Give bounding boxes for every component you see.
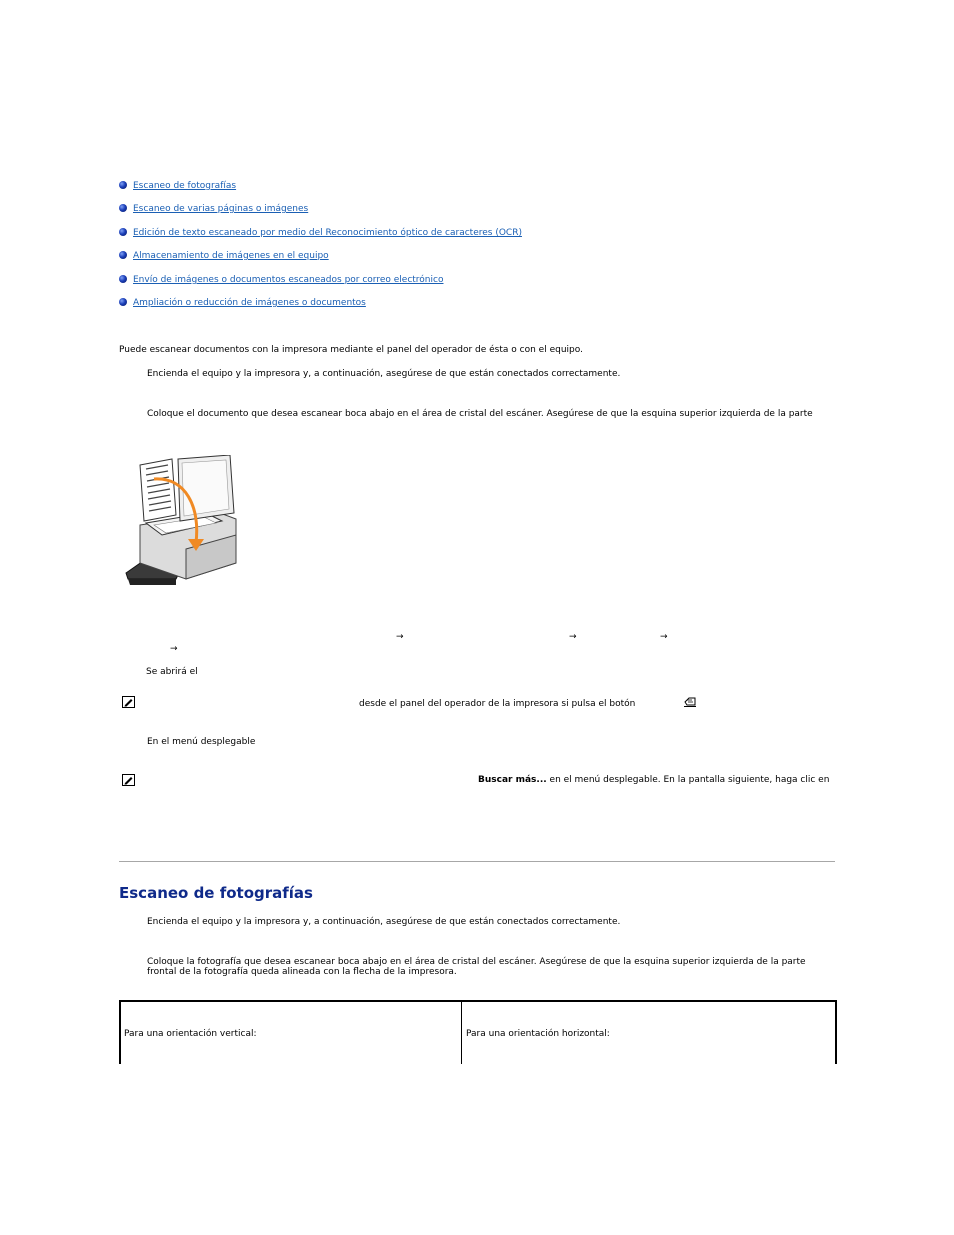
arrow-icon: → <box>170 644 178 654</box>
photo-step-place-line1: Coloque la fotografía que desea escanear boca abajo en el área de cristal del escáner. Asegúrese de que la esquina superior izquierda de la parte <box>147 957 806 967</box>
note-icon <box>122 696 135 708</box>
step-power-on: Encienda el equipo y la impresora y, a continuación, asegúrese de que están conectados correctamente. <box>147 369 621 379</box>
arrow-icon: → <box>396 632 404 642</box>
toc-link-multiple-pages[interactable]: Escaneo de varias páginas o imágenes <box>133 204 309 214</box>
toc-link-resize[interactable]: Ampliación o reducción de imágenes o documentos <box>133 298 366 308</box>
note-2-rest: en el menú desplegable. En la pantalla siguiente, haga clic en <box>546 775 830 785</box>
bullet-icon <box>119 298 127 306</box>
toc-link-photos[interactable]: Escaneo de fotografías <box>133 181 237 191</box>
note-icon <box>122 774 135 786</box>
note-1-text: desde el panel del operador de la impresora si pulsa el botón <box>359 699 636 709</box>
arrow-icon: → <box>569 632 577 642</box>
section-divider <box>119 861 835 862</box>
step-place-document: Coloque el documento que desea escanear boca abajo en el área de cristal del escáner. Asegúrese de que la esquina superior izquierda de la parte <box>147 409 813 419</box>
bullet-icon <box>119 275 127 283</box>
table-cell-horizontal: Para una orientación horizontal: <box>466 1029 610 1039</box>
step-opens: Se abrirá el <box>146 667 198 677</box>
section-title: Escaneo de fotografías <box>119 884 313 902</box>
photo-step-place-line2: frontal de la fotografía queda alineada con la flecha de la impresora. <box>147 967 457 977</box>
intro-text: Puede escanear documentos con la impresora mediante el panel del operador de ésta o con el equipo. <box>119 345 583 355</box>
toc-link-email[interactable]: Envío de imágenes o documentos escaneados por correo electrónico <box>133 275 444 285</box>
toc-link-save-images[interactable]: Almacenamiento de imágenes en el equipo <box>133 251 329 261</box>
table-column-divider <box>461 1002 462 1064</box>
bullet-icon <box>119 251 127 259</box>
bullet-icon <box>119 228 127 236</box>
step-menu: En el menú desplegable <box>147 737 256 747</box>
note-2-text <box>478 775 829 785</box>
photo-step-power-on: Encienda el equipo y la impresora y, a continuación, asegúrese de que están conectados correctamente. <box>147 917 621 927</box>
toc-link-ocr[interactable]: Edición de texto escaneado por medio del Reconocimiento óptico de caracteres (OCR) <box>133 228 522 238</box>
arrow-icon: → <box>660 632 668 642</box>
orientation-table <box>119 1000 837 1064</box>
printer-illustration <box>124 455 240 595</box>
bullet-icon <box>119 204 127 212</box>
bullet-icon <box>119 181 127 189</box>
table-cell-vertical: Para una orientación vertical: <box>124 1029 257 1039</box>
note-2-bold: Buscar más... <box>478 775 547 785</box>
scan-button-icon <box>683 696 697 708</box>
